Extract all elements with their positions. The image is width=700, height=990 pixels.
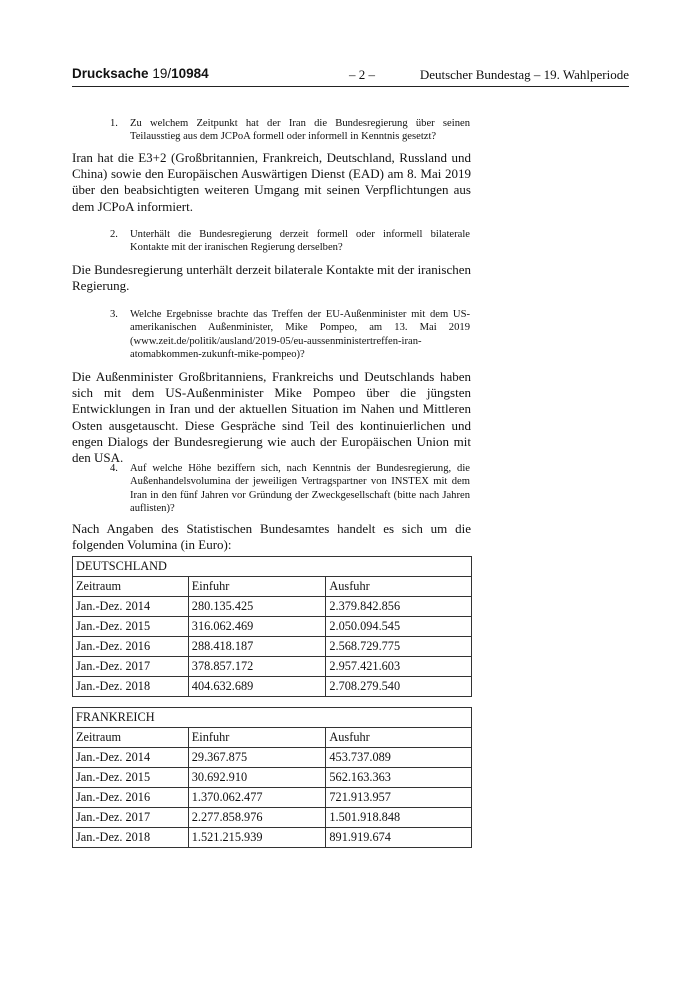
table-cell: Jan.-Dez. 2017 (73, 808, 189, 828)
table-row (73, 677, 472, 697)
table-cell: 2.957.421.603 (326, 657, 472, 677)
column-header: Ausfuhr (326, 728, 472, 748)
question-text: Welche Ergebnisse brachte das Treffen der EU-Außenminister mit dem US-amerikanischen Außenminister, Mike Pompeo, am 13. Mai 2019 (www.zeit.de/politik/ausland/2019-05/eu-aussenministertreffen-iran-atomabkommen-zukunft-mike-pompeo)? (130, 309, 470, 360)
institution-label: Deutscher Bundestag – 19. Wahlperiode (419, 67, 629, 82)
question-number: 4. (110, 463, 118, 474)
table-cell: Jan.-Dez. 2016 (73, 788, 189, 808)
answer-4: Nach Angaben des Statistischen Bundesamtes handelt es sich um die folgenden Volumina (in Euro): (72, 521, 471, 553)
page-number: – 2 – (349, 67, 375, 82)
question-number: 2. (110, 229, 118, 240)
table-cell: 2.379.842.856 (326, 597, 472, 617)
table-cell: 1.370.062.477 (188, 788, 326, 808)
doc-number-prefix: 19/ (152, 66, 172, 81)
question-2 (110, 228, 470, 255)
table-cell: 2.277.858.976 (188, 808, 326, 828)
table-cell: 404.632.689 (188, 677, 326, 697)
page-header (72, 66, 629, 87)
table-row (73, 828, 472, 848)
table-cell: 378.857.172 (188, 657, 326, 677)
doc-number: 10984 (171, 66, 209, 81)
table-cell: 288.418.187 (188, 637, 326, 657)
question-4 (110, 462, 470, 515)
table-row (73, 637, 472, 657)
table-cell: Jan.-Dez. 2018 (73, 828, 189, 848)
table-cell: 1.501.918.848 (326, 808, 472, 828)
question-1 (110, 117, 470, 144)
table-header-row (73, 577, 472, 597)
column-header: Einfuhr (188, 728, 326, 748)
table-cell: Jan.-Dez. 2015 (73, 617, 189, 637)
question-text: Unterhält die Bundesregierung derzeit formell oder informell bilaterale Kontakte mit der iranischen Regierung derselben? (130, 229, 470, 254)
column-header: Zeitraum (73, 728, 189, 748)
table-row (73, 597, 472, 617)
table-cell: 30.692.910 (188, 768, 326, 788)
column-header: Zeitraum (73, 577, 189, 597)
table-cell: Jan.-Dez. 2018 (73, 677, 189, 697)
table-header-row (73, 728, 472, 748)
table-cell: Jan.-Dez. 2017 (73, 657, 189, 677)
document-id (72, 66, 209, 81)
table-title-row (73, 557, 472, 577)
question-3 (110, 308, 470, 361)
table-cell: 562.163.363 (326, 768, 472, 788)
table-cell: Jan.-Dez. 2016 (73, 637, 189, 657)
table-row (73, 768, 472, 788)
table-cell: Jan.-Dez. 2015 (73, 768, 189, 788)
table-cell: 2.050.094.545 (326, 617, 472, 637)
table-cell: 2.568.729.775 (326, 637, 472, 657)
answer-3: Die Außenminister Großbritanniens, Frankreichs und Deutschlands haben sich mit dem US-Außenminister Mike Pompeo über die jüngsten Entwicklungen in Iran und der aktuellen Situation im Nahen und Mittleren Osten ausgetauscht. Diese Gespräche sind Teil des kontinuierlichen und engen Dialogs der Bundesregierung wie auch der Europäischen Union mit den USA. (72, 369, 471, 466)
table-title-row (73, 708, 472, 728)
trade-table-frankreich (72, 707, 472, 848)
table-cell: 29.367.875 (188, 748, 326, 768)
table-row (73, 748, 472, 768)
question-number: 3. (110, 309, 118, 320)
answer-2: Die Bundesregierung unterhält derzeit bilaterale Kontakte mit der iranischen Regierung. (72, 262, 471, 294)
table-row (73, 617, 472, 637)
table-cell: 280.135.425 (188, 597, 326, 617)
doc-label: Drucksache (72, 66, 149, 81)
table-title: DEUTSCHLAND (73, 557, 472, 577)
table-cell: 453.737.089 (326, 748, 472, 768)
table-row (73, 657, 472, 677)
question-text: Auf welche Höhe beziffern sich, nach Kenntnis der Bundesregierung, die Außenhandelsvolumina der jeweiligen Vertragspartner von INSTEX mit dem Iran in den fünf Jahren vor Gründung der Zweckgesellschaft (bitte nach Jahren auflisten)? (130, 463, 470, 514)
question-number: 1. (110, 118, 118, 129)
table-row (73, 808, 472, 828)
table-cell: 2.708.279.540 (326, 677, 472, 697)
table-cell: Jan.-Dez. 2014 (73, 597, 189, 617)
table-cell: 1.521.215.939 (188, 828, 326, 848)
column-header: Einfuhr (188, 577, 326, 597)
table-row (73, 788, 472, 808)
trade-table-deutschland (72, 556, 472, 697)
table-cell: 316.062.469 (188, 617, 326, 637)
column-header: Ausfuhr (326, 577, 472, 597)
table-cell: 891.919.674 (326, 828, 472, 848)
table-title: FRANKREICH (73, 708, 472, 728)
answer-1: Iran hat die E3+2 (Großbritannien, Frankreich, Deutschland, Russland und China) sowie den Europäischen Auswärtigen Dienst (EAD) am 8. Mai 2019 über den beabsichtigten weiteren Umgang mit seinen Verpflichtungen aus dem JCPoA informiert. (72, 150, 471, 214)
question-text: Zu welchem Zeitpunkt hat der Iran die Bundesregierung über seinen Teilausstieg aus dem JCPoA formell oder informell in Kenntnis gesetzt? (130, 118, 470, 143)
table-cell: 721.913.957 (326, 788, 472, 808)
table-cell: Jan.-Dez. 2014 (73, 748, 189, 768)
